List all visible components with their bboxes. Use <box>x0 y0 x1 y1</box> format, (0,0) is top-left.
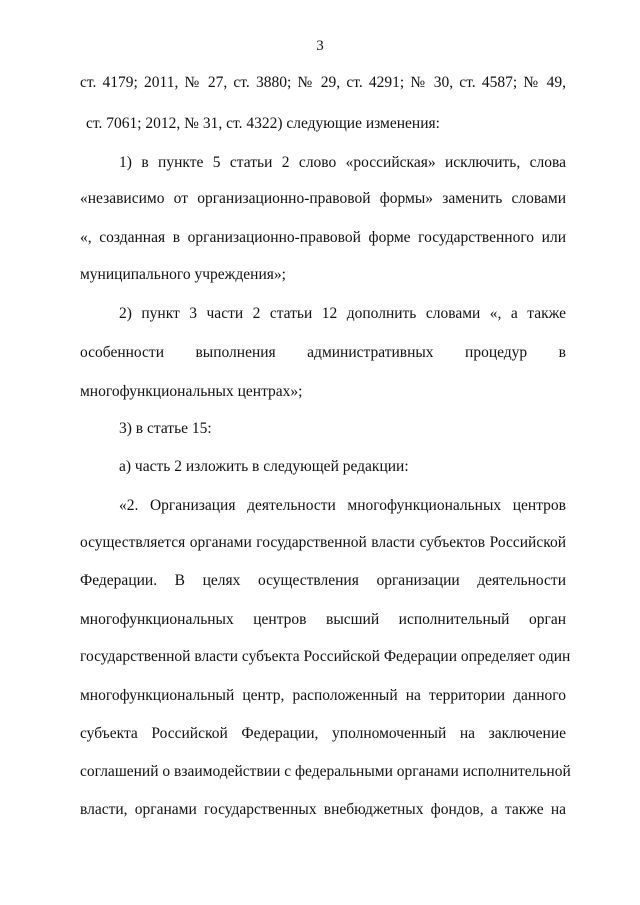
text-line: Федерации. В целях осуществления организации деятельности <box>80 572 566 589</box>
text-line: ст. 7061; 2012, № 31, ст. 4322) следующие изменения: <box>86 115 440 132</box>
text-line: особенности выполнения административных процедур в <box>80 344 566 361</box>
text-line: муниципального учреждения»; <box>80 266 286 283</box>
text-line: а) часть 2 изложить в следующей редакции: <box>119 458 409 475</box>
text-line: соглашений о взаимодействии с федеральными органами исполнительной <box>80 763 571 780</box>
text-line: власти, органами государственных внебюджетных фондов, а также на <box>80 801 566 818</box>
text-line: многофункциональный центр, расположенный на территории данного <box>80 687 566 704</box>
text-line: многофункциональных центров высший исполнительный орган <box>80 611 566 628</box>
text-line: 2) пункт 3 части 2 статьи 12 дополнить словами «, а также <box>119 305 566 322</box>
text-line: «2. Организация деятельности многофункциональных центров <box>119 497 566 514</box>
text-line: государственной власти субъекта Российской Федерации определяет один <box>80 648 571 665</box>
text-line: многофункциональных центрах»; <box>80 383 303 400</box>
text-line: ст. 4179; 2011, № 27, ст. 3880; № 29, ст. 4291; № 30, ст. 4587; № 49, <box>80 74 566 91</box>
text-line: «, созданная в организационно-правовой форме государственного или <box>80 229 566 246</box>
text-line: 3) в статье 15: <box>119 420 212 437</box>
page-number: 3 <box>316 38 324 54</box>
text-line: осуществляется органами государственной власти субъектов Российской <box>80 534 566 551</box>
text-line: 1) в пункте 5 статьи 2 слово «российская» исключить, слова <box>119 154 566 171</box>
text-line: субъекта Российской Федерации, уполномоченный на заключение <box>80 725 566 742</box>
text-line: «независимо от организационно-правовой формы» заменить словами <box>80 190 566 207</box>
